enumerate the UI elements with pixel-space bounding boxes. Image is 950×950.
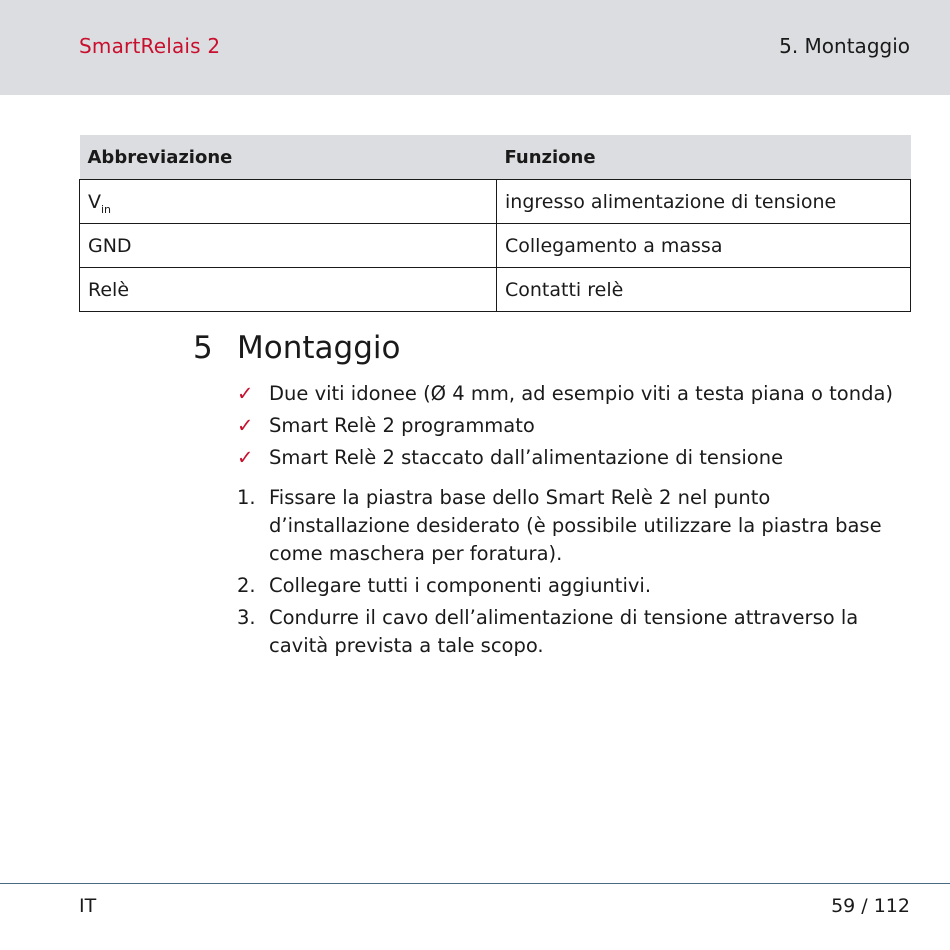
step-text: Fissare la piastra base dello Smart Relè 2 nel punto d’installazione desiderato (è possibile utilizzare la piastra base come maschera per foratura). bbox=[269, 486, 882, 565]
step-item bbox=[237, 484, 917, 568]
table-row bbox=[80, 268, 911, 312]
brand-name: SmartRelais 2 bbox=[79, 34, 221, 58]
column-header: Abbreviazione bbox=[80, 135, 497, 180]
step-number: 2. bbox=[237, 574, 256, 597]
checklist-text: Smart Relè 2 staccato dall’alimentazione di tensione bbox=[269, 446, 784, 469]
function-cell: ingresso alimentazione di tensione bbox=[497, 180, 911, 224]
abbreviation-text: V bbox=[88, 190, 101, 213]
table-row bbox=[80, 224, 911, 268]
abbreviation-subscript: in bbox=[101, 202, 112, 216]
step-text: Condurre il cavo dell’alimentazione di tensione attraverso la cavità prevista a tale scopo. bbox=[269, 606, 859, 657]
section-title: Montaggio bbox=[237, 330, 401, 366]
abbreviation-cell: Relè bbox=[80, 268, 497, 312]
checklist-text: Due viti idonee (Ø 4 mm, ad esempio viti a testa piana o tonda) bbox=[269, 382, 894, 405]
abbreviation-cell: GND bbox=[80, 224, 497, 268]
function-cell: Collegamento a massa bbox=[497, 224, 911, 268]
step-item bbox=[237, 604, 917, 660]
installation-steps bbox=[237, 484, 917, 664]
abbreviation-table bbox=[79, 135, 911, 312]
checkmark-icon: ✓ bbox=[237, 446, 254, 469]
abbreviation-cell bbox=[80, 180, 497, 224]
step-item bbox=[237, 572, 917, 600]
checkmark-icon: ✓ bbox=[237, 382, 254, 405]
table-header-row bbox=[80, 135, 911, 180]
checkmark-icon: ✓ bbox=[237, 414, 254, 437]
prerequisites-checklist bbox=[237, 380, 917, 476]
section-number: 5 bbox=[193, 330, 213, 366]
table-row bbox=[80, 180, 911, 224]
checklist-text: Smart Relè 2 programmato bbox=[269, 414, 535, 437]
checklist-item bbox=[237, 380, 917, 412]
section-heading bbox=[193, 330, 400, 366]
running-section-title: 5. Montaggio bbox=[779, 34, 910, 58]
page-number: 59 / 112 bbox=[831, 895, 910, 917]
page-header bbox=[0, 0, 950, 95]
step-text: Collegare tutti i componenti aggiuntivi. bbox=[269, 574, 652, 597]
language-code: IT bbox=[79, 895, 97, 917]
function-cell: Contatti relè bbox=[497, 268, 911, 312]
checklist-item bbox=[237, 412, 917, 444]
footer-divider bbox=[0, 883, 950, 884]
checklist-item bbox=[237, 444, 917, 476]
step-number: 3. bbox=[237, 606, 256, 629]
step-number: 1. bbox=[237, 486, 256, 509]
column-header: Funzione bbox=[497, 135, 911, 180]
